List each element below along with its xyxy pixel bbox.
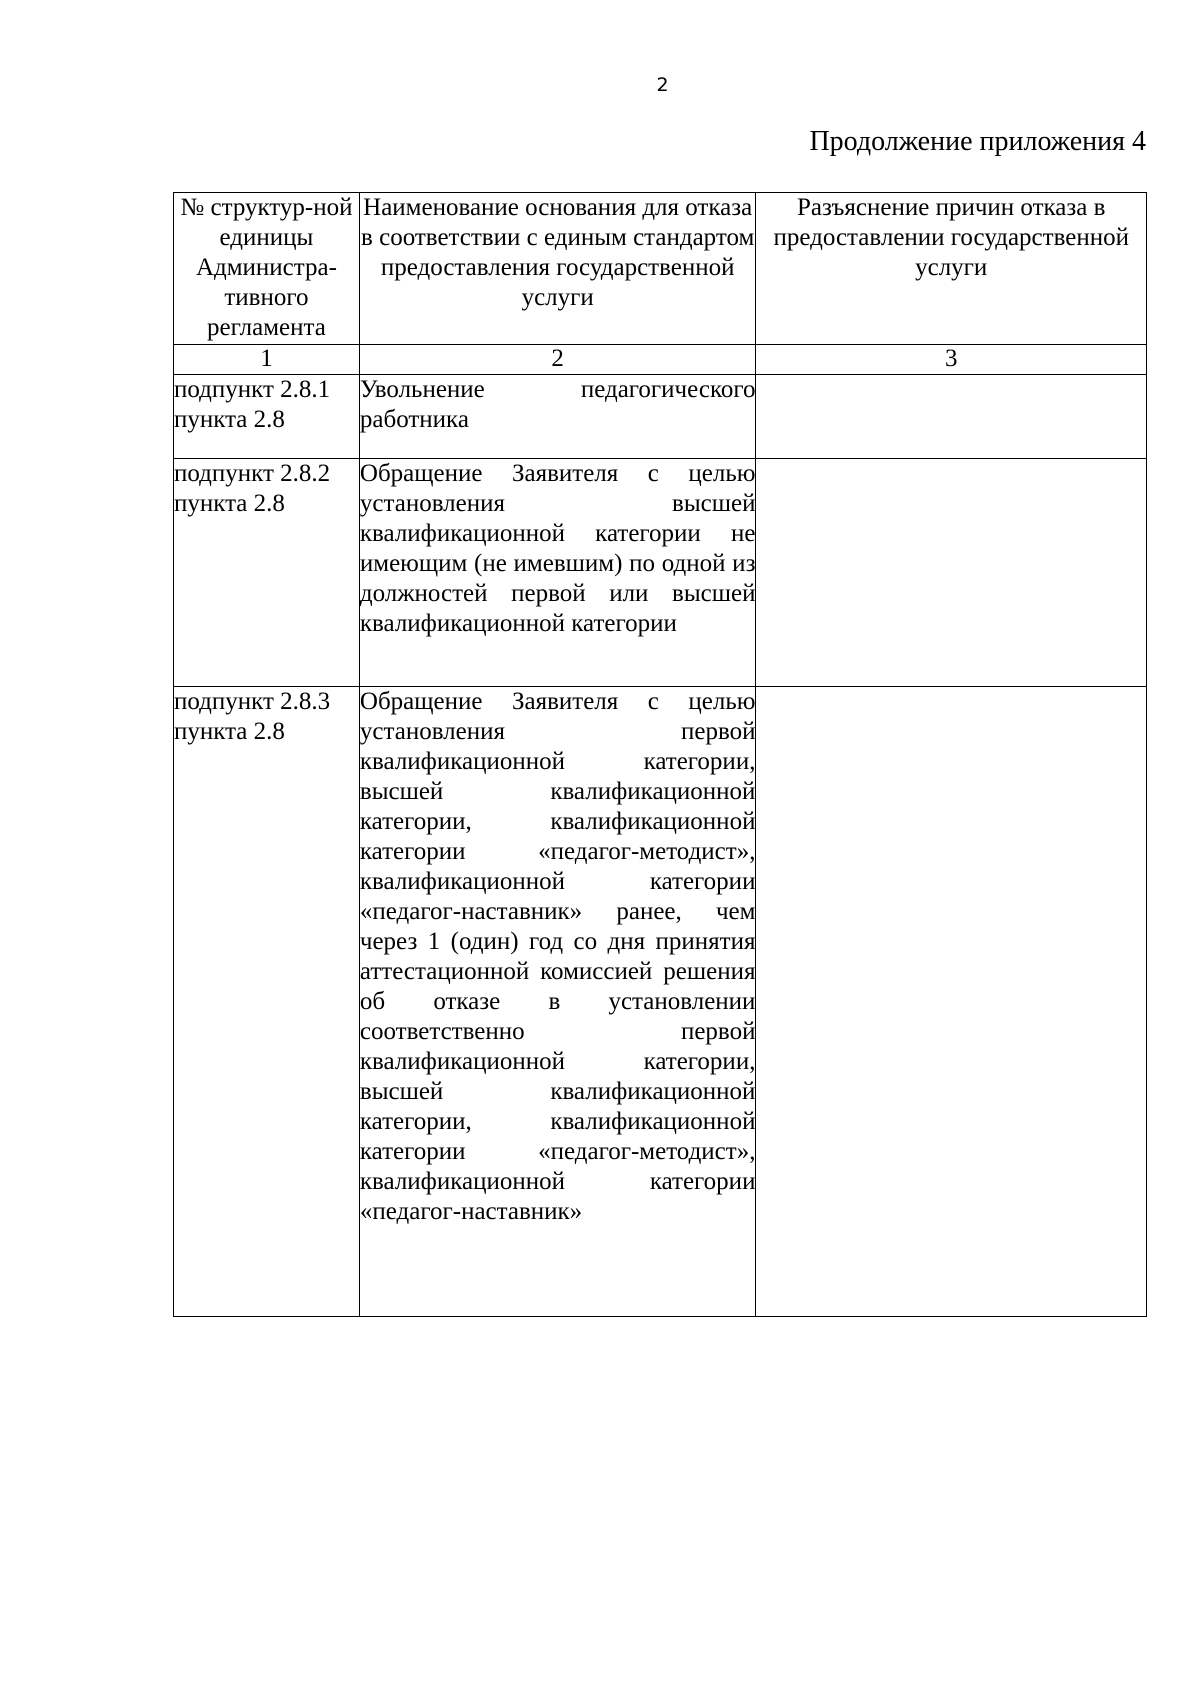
reason-cell: Увольнение педагогического работника (359, 375, 756, 459)
column-number-row (174, 345, 1147, 375)
reason-cell: Обращение Заявителя с целью установления первой квалификационной категории, высшей квалификационной категории, квалификационной категории «педагог-методист», квалификационной категории «педагог-наставник» ранее, чем через 1 (один) год со дня принятия аттестационной комиссией решения об отказе в установлении соответственно первой квалификационной категории, высшей квалификационной категории, квалификационной категории «педагог-методист», квалификационной категории «педагог-наставник» (359, 687, 756, 1317)
table-header-row (174, 193, 1147, 345)
column-number: 3 (756, 345, 1147, 375)
header-refusal-explanation: Разъяснение причин отказа в предоставлении государственной услуги (756, 193, 1147, 345)
column-number: 2 (359, 345, 756, 375)
appendix-title: Продолжение приложения 4 (809, 126, 1146, 157)
item-cell: подпункт 2.8.1 пункта 2.8 (174, 375, 360, 459)
header-refusal-reason: Наименование основания для отказа в соответствии с единым стандартом предоставления государственной услуги (359, 193, 756, 345)
refusal-reasons-table (173, 192, 1147, 1317)
table-row (174, 687, 1147, 1317)
item-cell: подпункт 2.8.3 пункта 2.8 (174, 687, 360, 1317)
reason-cell: Обращение Заявителя с целью установления высшей квалификационной категории не имеющим (не имевшим) по одной из должностей первой или высшей квалификационной категории (359, 459, 756, 687)
header-structural-unit: № структур-ной единицы Администра-тивного регламента (174, 193, 360, 345)
table-row (174, 375, 1147, 459)
column-number: 1 (174, 345, 360, 375)
explanation-cell (756, 459, 1147, 687)
explanation-cell (756, 687, 1147, 1317)
explanation-cell (756, 375, 1147, 459)
table-row (174, 459, 1147, 687)
item-cell: подпункт 2.8.2 пункта 2.8 (174, 459, 360, 687)
page-number: 2 (656, 74, 669, 96)
